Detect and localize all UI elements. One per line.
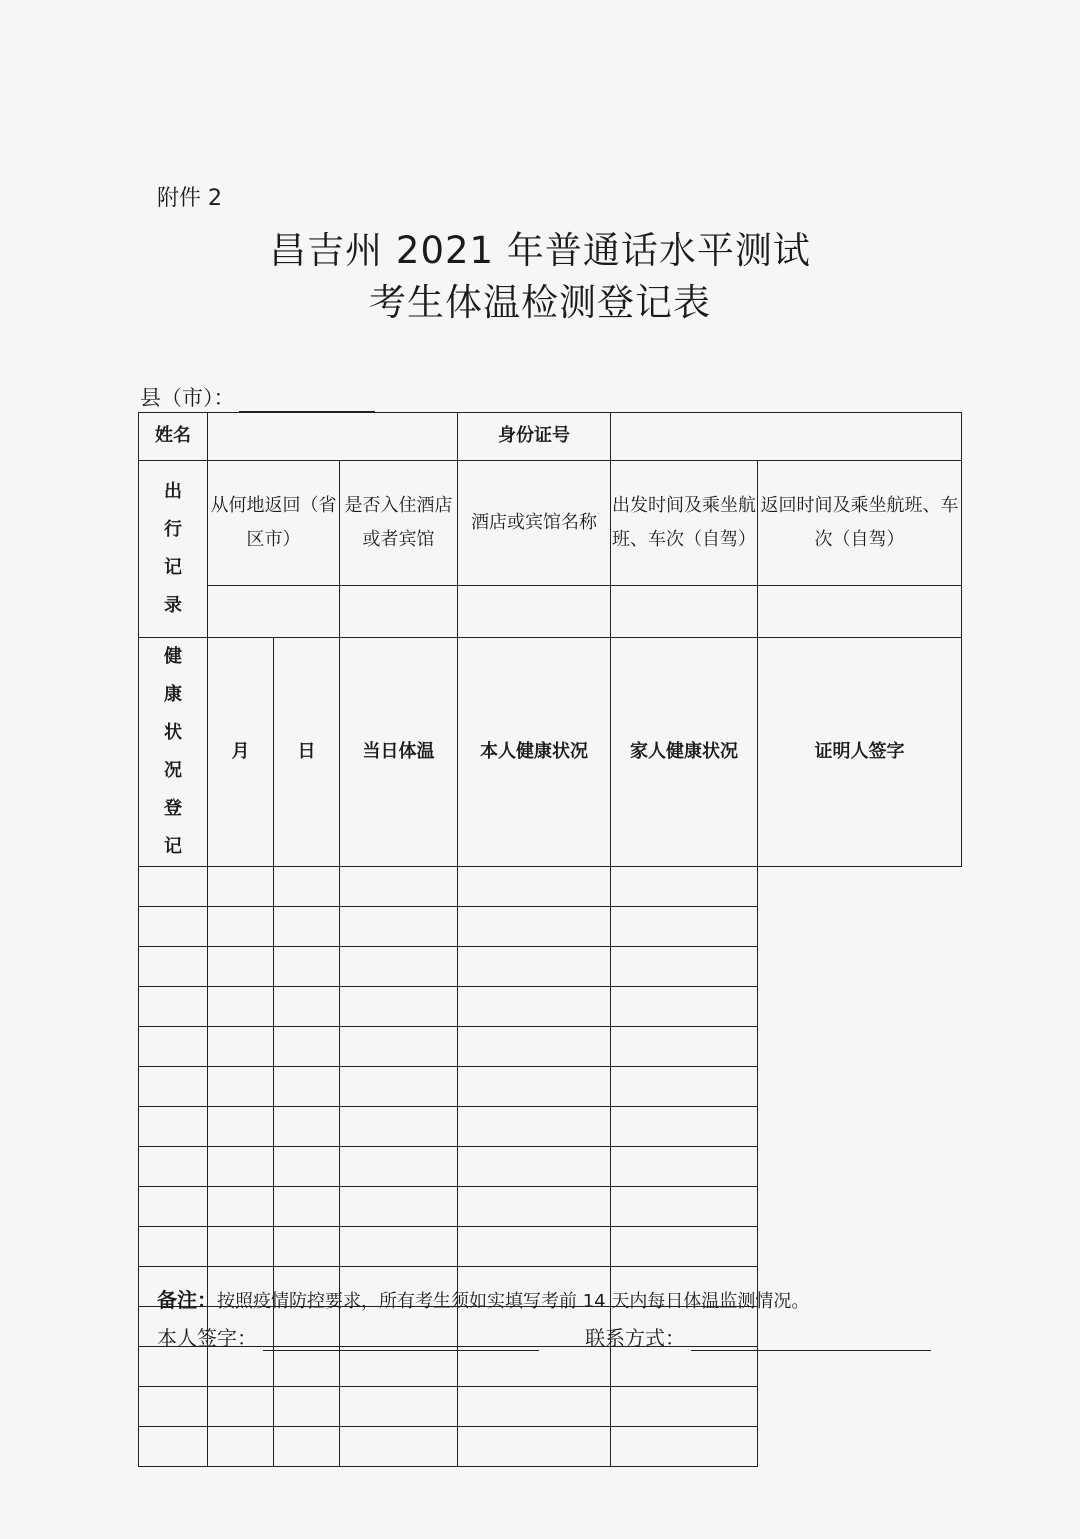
health-cell[interactable] [139,1107,208,1147]
health-cell[interactable] [274,987,340,1027]
self-signature-field [157,1322,539,1351]
health-cell[interactable] [611,947,758,987]
col-month: 月 [208,638,274,867]
health-cell[interactable] [611,1227,758,1267]
health-cell[interactable] [340,907,458,947]
health-cell[interactable] [611,907,758,947]
health-cell[interactable] [340,1187,458,1227]
self-signature-label: 本人签字： [157,1326,257,1350]
remark [157,1284,809,1313]
health-cell[interactable] [139,1427,208,1467]
health-cell[interactable] [208,987,274,1027]
travel-col-hotel-name: 酒店或宾馆名称 [458,461,611,586]
health-record-label: 健康状况登记 [139,638,208,867]
health-cell[interactable] [340,1227,458,1267]
health-cell[interactable] [611,1187,758,1227]
health-cell[interactable] [611,867,758,907]
travel-cell[interactable] [208,586,340,638]
health-cell[interactable] [458,1387,611,1427]
health-cell[interactable] [458,1347,611,1387]
health-cell[interactable] [340,867,458,907]
contact-input[interactable] [691,1330,931,1351]
health-cell[interactable] [208,947,274,987]
county-input-line[interactable] [239,391,375,412]
health-cell[interactable] [208,1147,274,1187]
health-cell[interactable] [139,1187,208,1227]
health-cell[interactable] [458,1067,611,1107]
health-row [139,1387,962,1427]
attachment-label: 附件 2 [157,186,222,211]
health-cell[interactable] [208,1427,274,1467]
health-row [139,1427,962,1467]
health-cell[interactable] [611,1387,758,1427]
health-cell[interactable] [139,1147,208,1187]
health-cell[interactable] [274,1227,340,1267]
health-row [139,1147,962,1187]
id-label: 身份证号 [458,413,611,461]
health-cell[interactable] [274,1067,340,1107]
health-row [139,987,962,1027]
health-cell[interactable] [340,1067,458,1107]
health-row [139,1227,962,1267]
name-input[interactable] [208,413,458,461]
col-witness-sign: 证明人签字 [758,638,962,867]
county-field [140,382,375,412]
health-row [139,1347,962,1387]
health-cell[interactable] [611,1107,758,1147]
health-cell[interactable] [139,867,208,907]
health-row [139,1067,962,1107]
health-cell[interactable] [340,1147,458,1187]
health-cell[interactable] [274,1427,340,1467]
health-cell[interactable] [611,1027,758,1067]
health-cell[interactable] [274,1387,340,1427]
health-cell[interactable] [274,1107,340,1147]
health-row [139,907,962,947]
remark-text: 按照疫情防控要求，所有考生须如实填写考前 14 天内每日体温监测情况。 [217,1291,810,1312]
health-cell[interactable] [274,867,340,907]
health-cell[interactable] [458,907,611,947]
health-cell[interactable] [611,1427,758,1467]
health-cell[interactable] [340,1347,458,1387]
health-cell[interactable] [274,1027,340,1067]
contact-field [585,1322,931,1351]
travel-col-departure: 出发时间及乘坐航班、车次（自驾） [611,461,758,586]
health-cell[interactable] [458,1147,611,1187]
health-cell[interactable] [611,1147,758,1187]
page-subtitle: 考生体温检测登记表 [369,281,711,324]
health-cell[interactable] [458,987,611,1027]
county-label: 县（市）： [140,386,235,410]
page-title: 昌吉州 2021 年普通话水平测试 [269,229,811,272]
health-cell[interactable] [208,1027,274,1067]
health-row [139,1027,962,1067]
travel-cell[interactable] [340,586,458,638]
health-row [139,1187,962,1227]
health-cell[interactable] [340,947,458,987]
travel-cell[interactable] [758,586,962,638]
travel-col-hotel-stay: 是否入住酒店或者宾馆 [340,461,458,586]
health-cell[interactable] [139,987,208,1027]
health-cell[interactable] [458,1027,611,1067]
travel-cell[interactable] [611,586,758,638]
health-cell[interactable] [611,987,758,1027]
travel-cell[interactable] [458,586,611,638]
health-row [139,1107,962,1147]
health-row [139,947,962,987]
health-cell[interactable] [139,1387,208,1427]
health-cell[interactable] [458,1427,611,1467]
health-cell[interactable] [139,907,208,947]
health-row [139,867,962,907]
health-cell[interactable] [274,907,340,947]
health-cell[interactable] [274,1347,340,1387]
contact-label: 联系方式： [585,1326,685,1350]
health-cell[interactable] [611,1347,758,1387]
self-signature-input[interactable] [263,1330,539,1351]
health-cell[interactable] [458,867,611,907]
health-cell[interactable] [139,1027,208,1067]
travel-col-origin: 从何地返回（省区市） [208,461,340,586]
health-cell[interactable] [208,907,274,947]
travel-col-return: 返回时间及乘坐航班、车次（自驾） [758,461,962,586]
col-family-health: 家人健康状况 [611,638,758,867]
health-cell[interactable] [208,1387,274,1427]
id-input[interactable] [611,413,962,461]
health-cell[interactable] [208,867,274,907]
health-cell[interactable] [340,1387,458,1427]
health-cell[interactable] [340,987,458,1027]
health-cell[interactable] [139,1067,208,1107]
health-cell[interactable] [208,1107,274,1147]
remark-label: 备注： [157,1288,217,1312]
col-temperature: 当日体温 [340,638,458,867]
col-day: 日 [274,638,340,867]
health-cell[interactable] [274,1147,340,1187]
health-cell[interactable] [208,1227,274,1267]
health-cell[interactable] [458,1187,611,1227]
health-cell[interactable] [340,1107,458,1147]
health-cell[interactable] [611,1067,758,1107]
travel-record-label: 出行记录 [139,461,208,638]
name-label: 姓名 [139,413,208,461]
health-cell[interactable] [139,1347,208,1387]
health-cell[interactable] [340,1427,458,1467]
health-cell[interactable] [139,1227,208,1267]
health-cell[interactable] [208,1187,274,1227]
health-cell[interactable] [208,1347,274,1387]
health-cell[interactable] [274,1187,340,1227]
health-cell[interactable] [458,1227,611,1267]
health-cell[interactable] [458,1107,611,1147]
health-cell[interactable] [274,947,340,987]
col-self-health: 本人健康状况 [458,638,611,867]
health-cell[interactable] [139,947,208,987]
health-cell[interactable] [208,1067,274,1107]
health-cell[interactable] [458,947,611,987]
health-cell[interactable] [340,1027,458,1067]
